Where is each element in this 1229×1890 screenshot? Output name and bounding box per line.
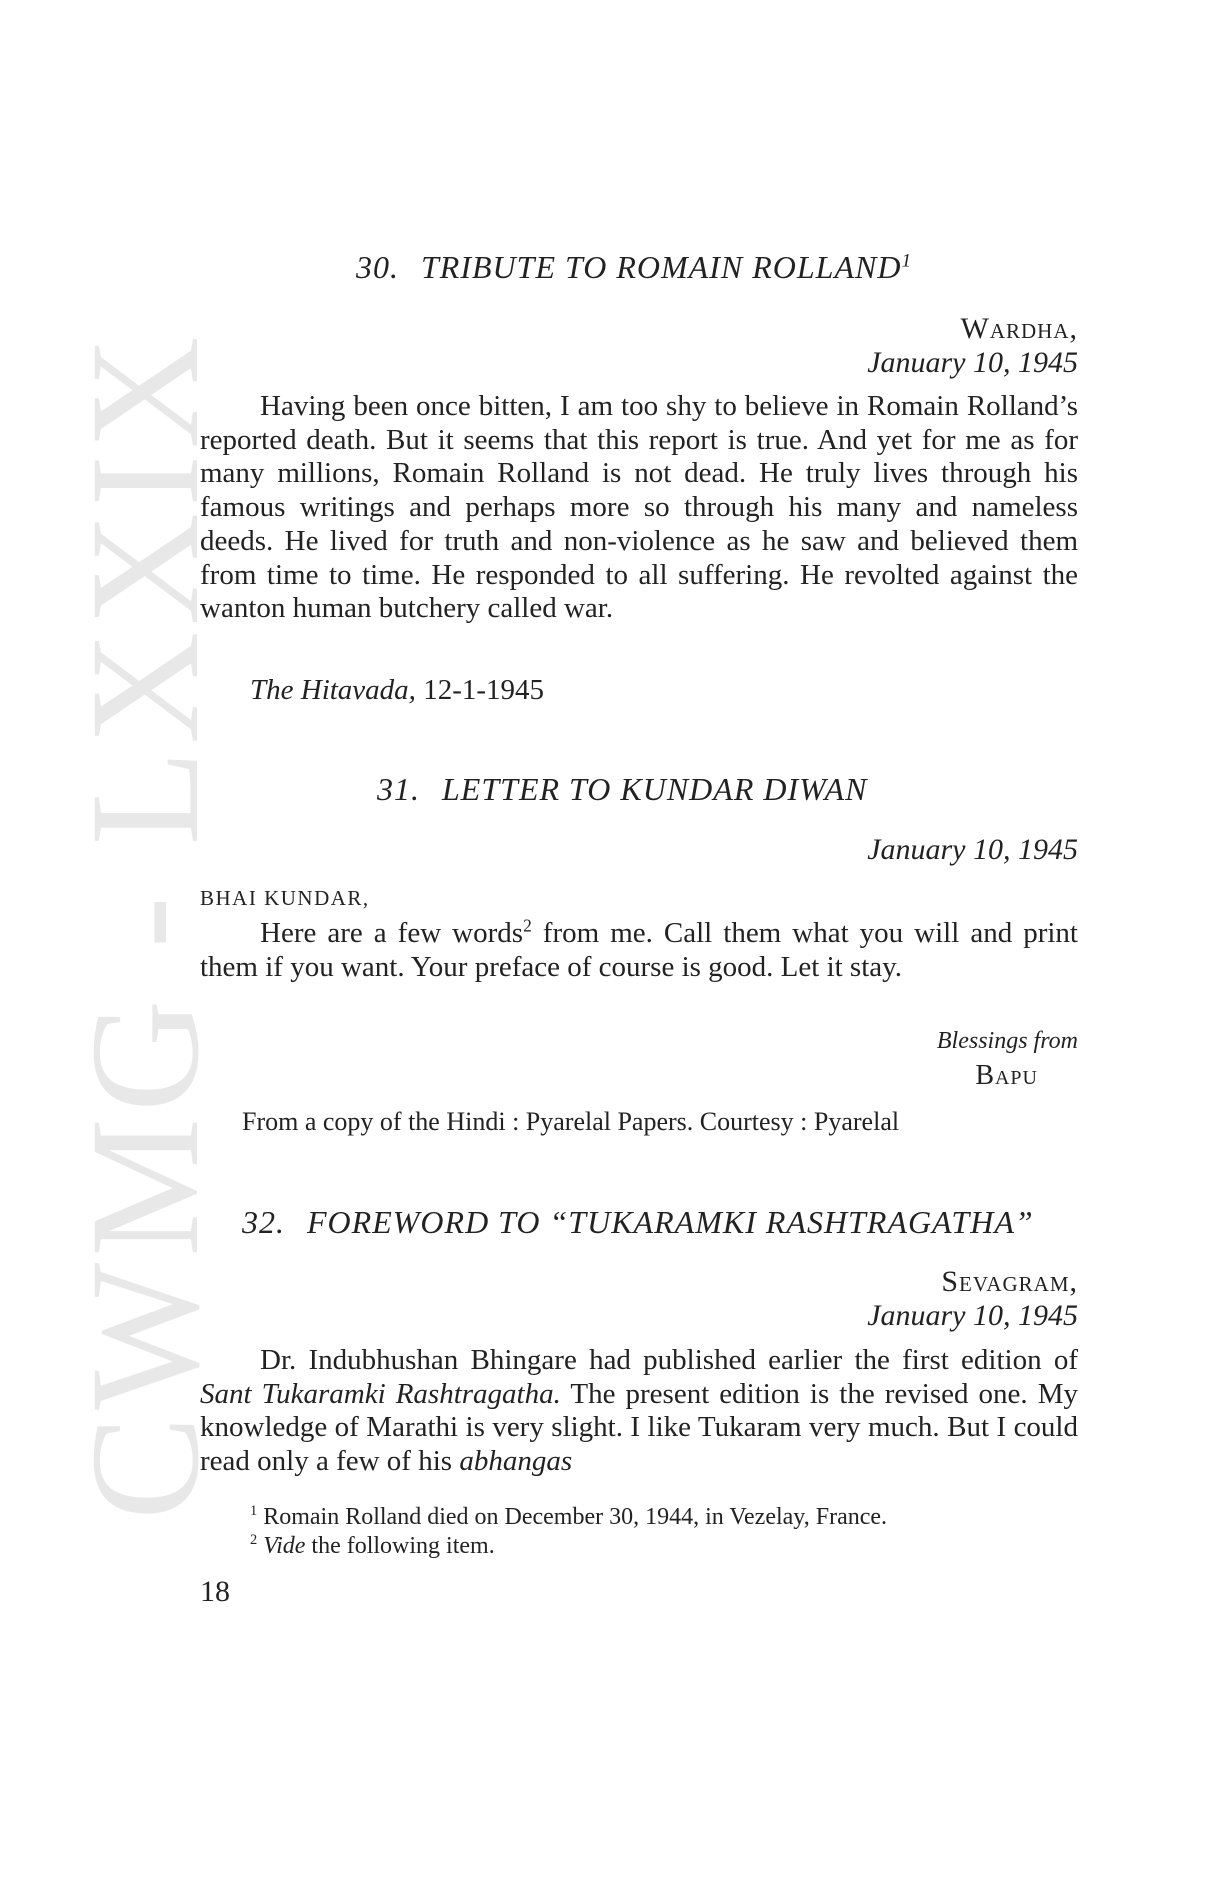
- section-number: 31.: [377, 771, 420, 807]
- footnote-mark: 1: [250, 1503, 258, 1519]
- section-number: 30.: [356, 249, 399, 285]
- section-body-32: [200, 1344, 1078, 1479]
- section-heading-31: [377, 771, 867, 808]
- footnote-italic: Vide: [263, 1533, 306, 1559]
- section-title: TRIBUTE TO ROMAIN ROLLAND: [421, 249, 902, 285]
- source-date: 12-1-1945: [423, 674, 545, 706]
- footnote-mark: 2: [250, 1532, 258, 1548]
- page-number: 18: [200, 1575, 230, 1608]
- section-body-30: [200, 390, 1078, 626]
- source-citation: [250, 674, 544, 707]
- body-text: The present edition is the revised one. My knowledge of Marathi is very slight. I like Tukaram very much. But I could read only a few of his: [200, 1377, 1078, 1478]
- source-citation: From a copy of the Hindi : Pyarelal Papers. Courtesy : Pyarelal: [242, 1107, 900, 1136]
- footnote-1: [250, 1504, 887, 1531]
- footnote-text: Romain Rolland died on December 30, 1944, in Vezelay, France.: [263, 1504, 888, 1530]
- body-text: Having been once bitten, I am too shy to believe in Romain Rolland’s reported death. But it seems that this report is true. And yet for me as for many millions, Romain Rolland is not dead. He truly lives through his famous writings and perhaps more so through his many and nameless deeds. He lived for truth and non-violence as he saw and believed them from time to time. He responded to all suffering. He revolted against the wanton human butchery called war.: [200, 390, 1078, 625]
- italic-term: abhangas: [459, 1445, 573, 1478]
- footnote-ref-1: 1: [901, 250, 913, 272]
- place-line: Wardha,: [960, 312, 1078, 345]
- body-text: from me. Call them what you will and print them if you want. Your preface of course is good. Let it stay.: [200, 917, 1078, 983]
- watermark: CWMG - LXXIX: [58, 330, 231, 1520]
- footnote-ref-2: 2: [523, 915, 532, 936]
- date-line: January 10, 1945: [867, 1299, 1078, 1332]
- footnote-2: [250, 1533, 495, 1560]
- place-line: Sevagram,: [941, 1265, 1078, 1298]
- footnote-text: the following item.: [305, 1533, 495, 1559]
- date-line: January 10, 1945: [867, 833, 1078, 866]
- section-body-31: [200, 917, 1078, 984]
- section-number: 32.: [242, 1204, 285, 1240]
- closing-line: Blessings from: [936, 1028, 1078, 1054]
- section-heading-32: [242, 1204, 1034, 1241]
- date-line: January 10, 1945: [867, 346, 1078, 379]
- salutation: BHAI KUNDAR,: [200, 886, 370, 910]
- source-title: The Hitavada,: [250, 674, 416, 706]
- book-title: Sant Tukaramki Rashtragatha.: [200, 1377, 561, 1410]
- body-text: Here are a few words: [260, 917, 524, 949]
- body-text: Dr. Indubhushan Bhingare had published earlier the first edition of: [260, 1344, 1078, 1376]
- section-title: LETTER TO KUNDAR DIWAN: [442, 771, 868, 807]
- signature: Bapu: [975, 1060, 1038, 1091]
- section-heading-30: [356, 249, 912, 286]
- section-title: FOREWORD TO “TUKARAMKI RASHTRAGATHA”: [307, 1204, 1034, 1240]
